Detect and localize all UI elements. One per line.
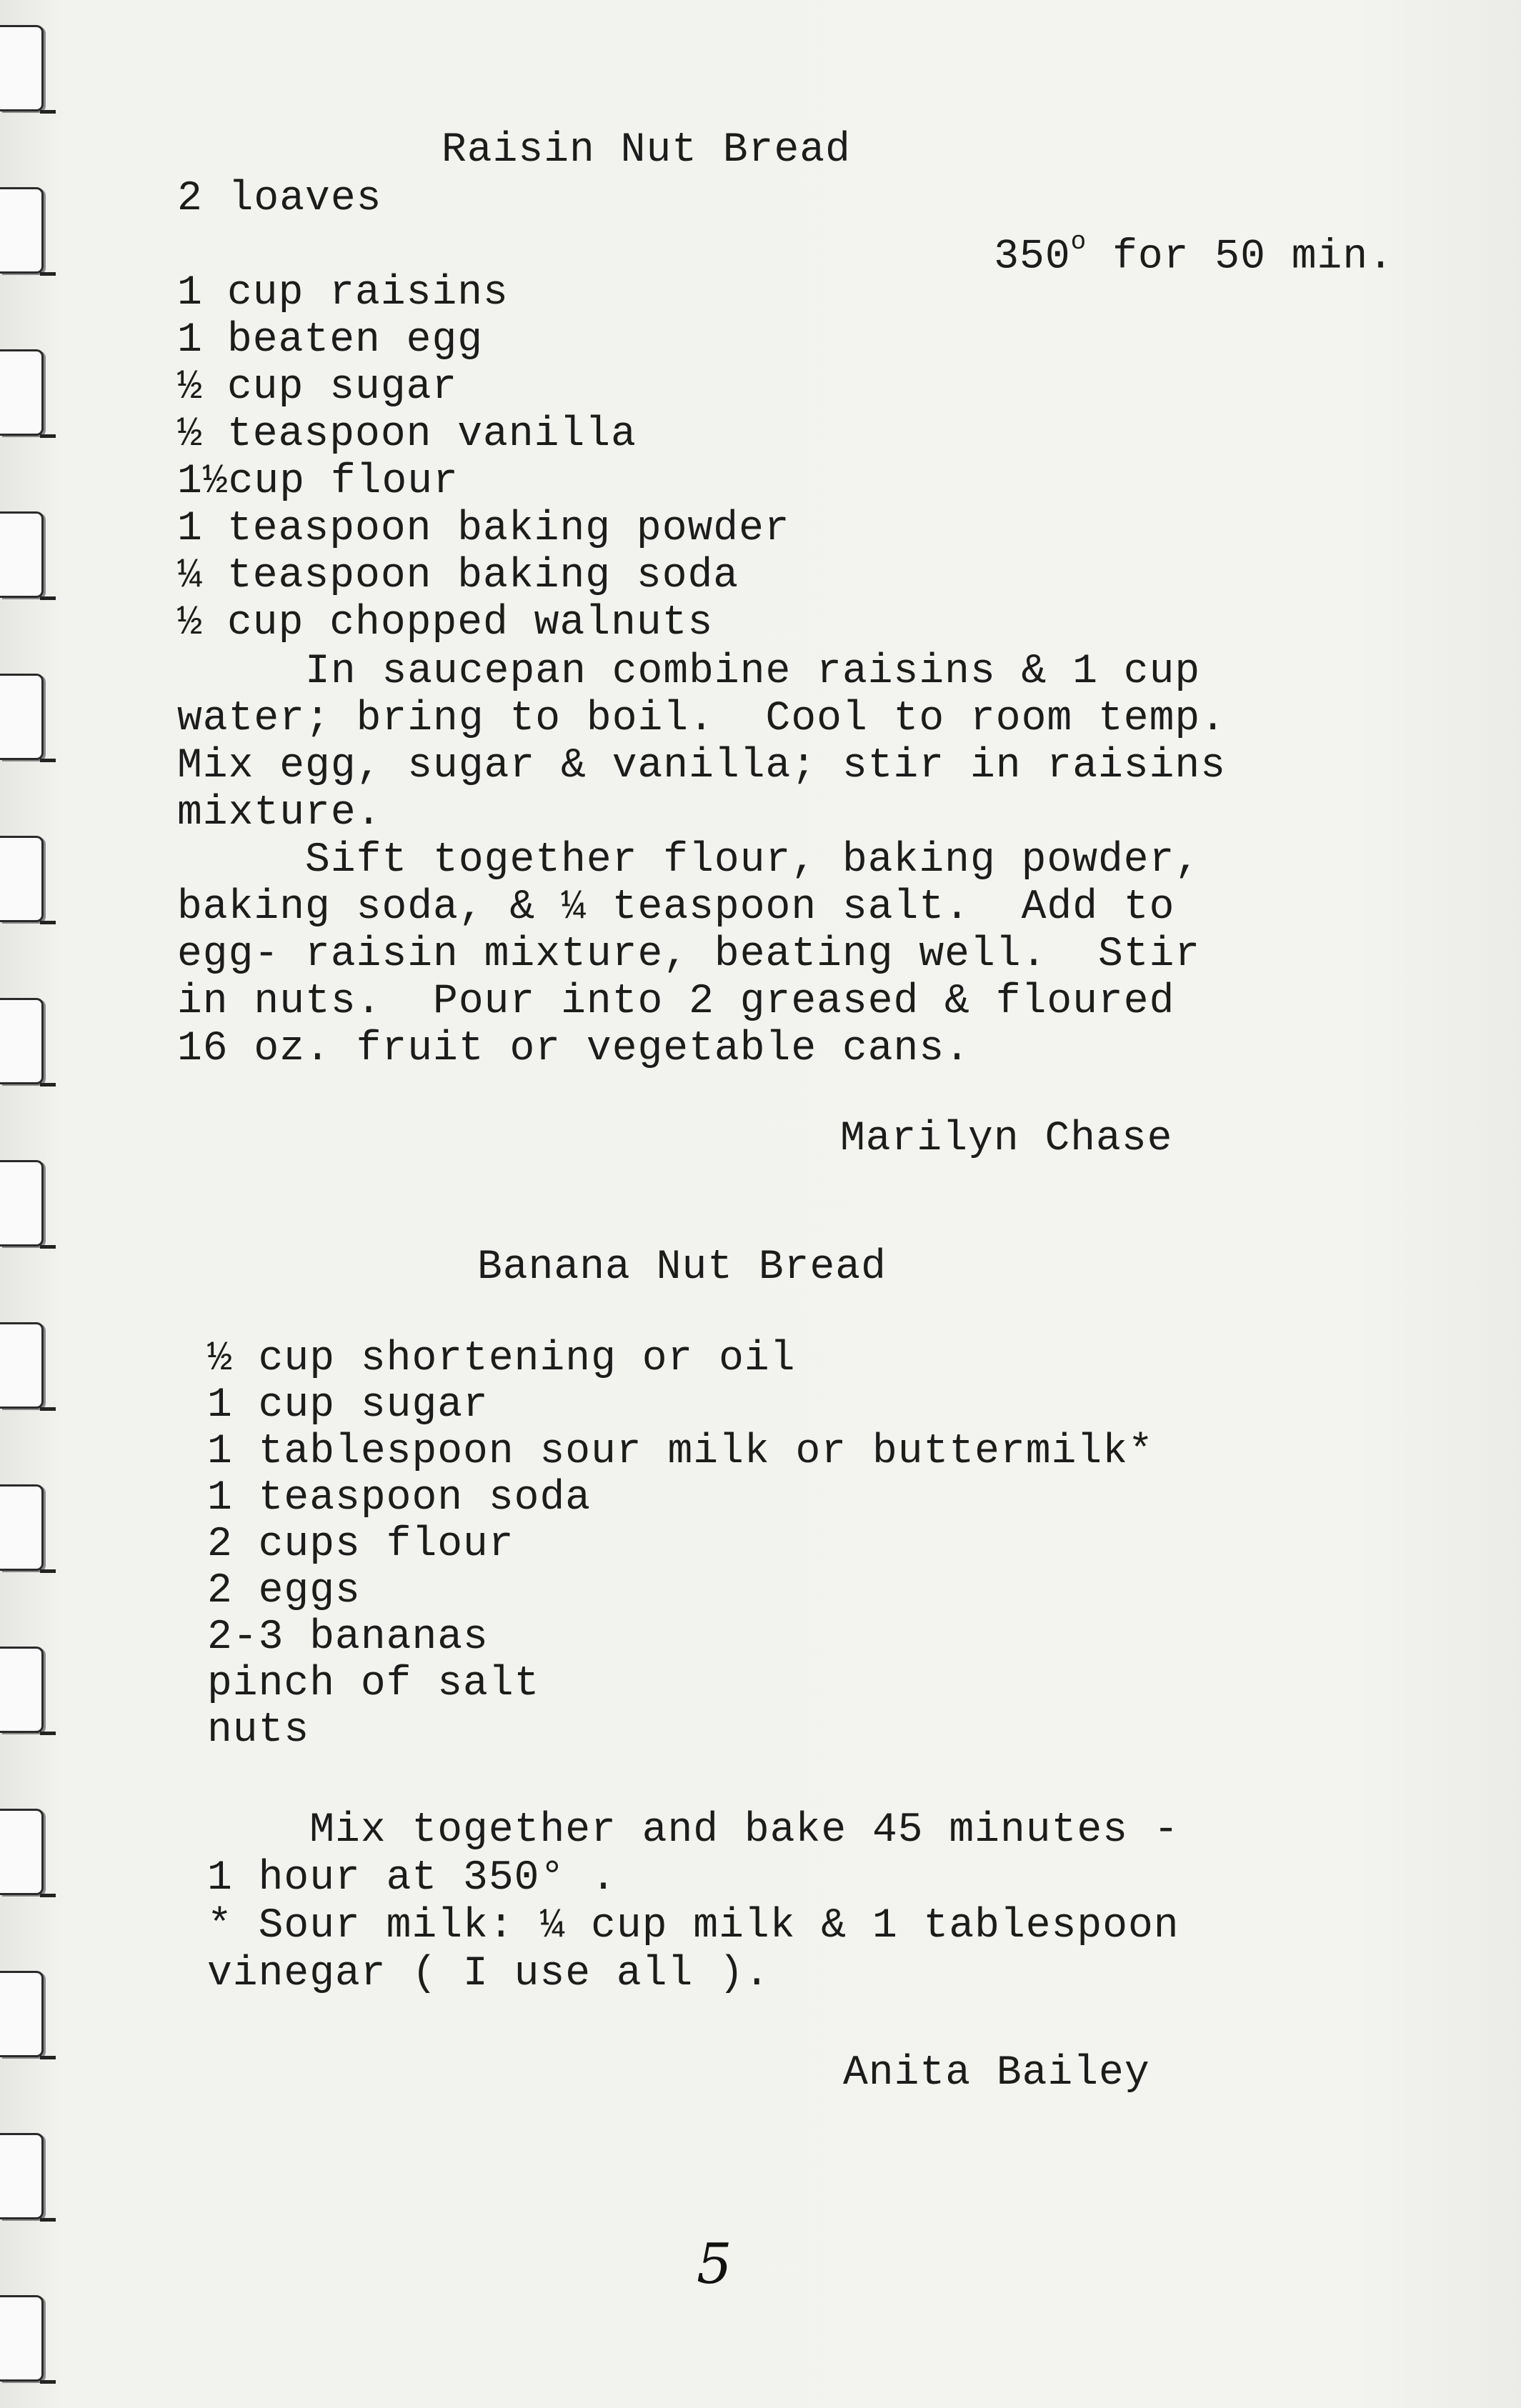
binding-tab bbox=[0, 1322, 44, 1409]
recipe1-time: for 50 min. bbox=[1112, 234, 1394, 281]
ingredient-qty: 1 bbox=[177, 506, 203, 552]
ingredient-text: teaspoon baking soda bbox=[227, 553, 739, 599]
binding-tab bbox=[0, 1809, 44, 1895]
ingredient-line: ½ cup shortening or oil bbox=[207, 1336, 796, 1382]
direction-line: vinegar ( I use all ). bbox=[207, 1951, 770, 1997]
binding-tab bbox=[0, 2133, 44, 2219]
binding-tab bbox=[0, 187, 44, 274]
ingredient-text: cup chopped walnuts bbox=[227, 600, 714, 646]
recipe1-temp: 350 bbox=[994, 234, 1071, 281]
ingredient-qty: 1 bbox=[177, 317, 203, 364]
binding-tab bbox=[0, 998, 44, 1084]
page-number: 5 bbox=[697, 2232, 732, 2297]
binding-tab bbox=[0, 511, 44, 598]
ingredient-line bbox=[177, 270, 509, 317]
direction-line: 1 hour at 350° . bbox=[207, 1855, 617, 1902]
ingredient-line bbox=[177, 600, 713, 647]
ingredient-text: teaspoon vanilla bbox=[227, 411, 637, 458]
ingredient-line: 2-3 bananas bbox=[207, 1614, 489, 1661]
ingredient-line bbox=[177, 411, 637, 459]
recipe2-title: Banana Nut Bread bbox=[477, 1244, 887, 1291]
ingredient-text: cup sugar bbox=[227, 364, 458, 411]
ingredient-line bbox=[177, 506, 790, 553]
ingredient-line bbox=[177, 459, 459, 506]
ingredient-line: 2 cups flour bbox=[207, 1522, 514, 1568]
ingredient-qty: 1 bbox=[177, 270, 203, 316]
direction-line: mixture. bbox=[177, 790, 382, 836]
direction-line: Sift together flour, baking powder, bbox=[177, 837, 1201, 884]
ingredient-line: nuts bbox=[207, 1707, 310, 1754]
recipe1-yield: 2 loaves bbox=[177, 176, 382, 222]
spiral-binding bbox=[0, 0, 64, 2408]
binding-tab bbox=[0, 1160, 44, 1247]
binding-tab bbox=[0, 2295, 44, 2382]
binding-tab bbox=[0, 1647, 44, 1733]
ingredient-qty: ¼ bbox=[177, 553, 203, 599]
direction-line: In saucepan combine raisins & 1 cup bbox=[177, 649, 1201, 695]
ingredient-qty: 1½ bbox=[177, 459, 229, 505]
recipe1-title: Raisin Nut Bread bbox=[442, 127, 851, 174]
ingredient-qty: ½ bbox=[177, 364, 203, 411]
ingredient-line: 1 tablespoon sour milk or buttermilk* bbox=[207, 1429, 1154, 1475]
binding-tab bbox=[0, 1484, 44, 1571]
binding-tab bbox=[0, 674, 44, 760]
ingredient-line: 2 eggs bbox=[207, 1568, 361, 1614]
ingredient-line bbox=[177, 317, 483, 364]
ingredient-qty: ½ bbox=[177, 411, 203, 458]
direction-line: Mix together and bake 45 minutes - bbox=[207, 1807, 1180, 1854]
direction-line: baking soda, & ¼ teaspoon salt. Add to bbox=[177, 884, 1175, 931]
ingredient-line: pinch of salt bbox=[207, 1661, 540, 1707]
degree-symbol: o bbox=[1070, 227, 1087, 256]
ingredient-line bbox=[177, 553, 739, 600]
ingredient-line: 1 cup sugar bbox=[207, 1382, 489, 1429]
ingredient-text: cup flour bbox=[228, 459, 459, 505]
ingredient-line: 1 teaspoon soda bbox=[207, 1475, 592, 1522]
direction-line: 16 oz. fruit or vegetable cans. bbox=[177, 1026, 970, 1072]
binding-tab bbox=[0, 1971, 44, 2057]
recipe1-author: Marilyn Chase bbox=[840, 1116, 1173, 1162]
ingredient-qty: ½ bbox=[177, 600, 203, 646]
binding-tab bbox=[0, 349, 44, 436]
binding-tab bbox=[0, 25, 44, 111]
direction-line: egg- raisin mixture, beating well. Stir bbox=[177, 931, 1201, 978]
binding-tab bbox=[0, 836, 44, 922]
direction-line: in nuts. Pour into 2 greased & floured bbox=[177, 979, 1175, 1025]
ingredient-text: cup raisins bbox=[227, 270, 509, 316]
direction-line: * Sour milk: ¼ cup milk & 1 tablespoon bbox=[207, 1903, 1180, 1949]
direction-line: water; bring to boil. Cool to room temp. bbox=[177, 696, 1227, 742]
direction-line: Mix egg, sugar & vanilla; stir in raisins bbox=[177, 743, 1227, 789]
ingredient-text: beaten egg bbox=[227, 317, 484, 364]
recipe1-bake-info bbox=[892, 176, 1394, 328]
ingredient-line bbox=[177, 364, 457, 411]
ingredient-text: teaspoon baking powder bbox=[227, 506, 790, 552]
recipe2-author: Anita Bailey bbox=[843, 2050, 1150, 2097]
